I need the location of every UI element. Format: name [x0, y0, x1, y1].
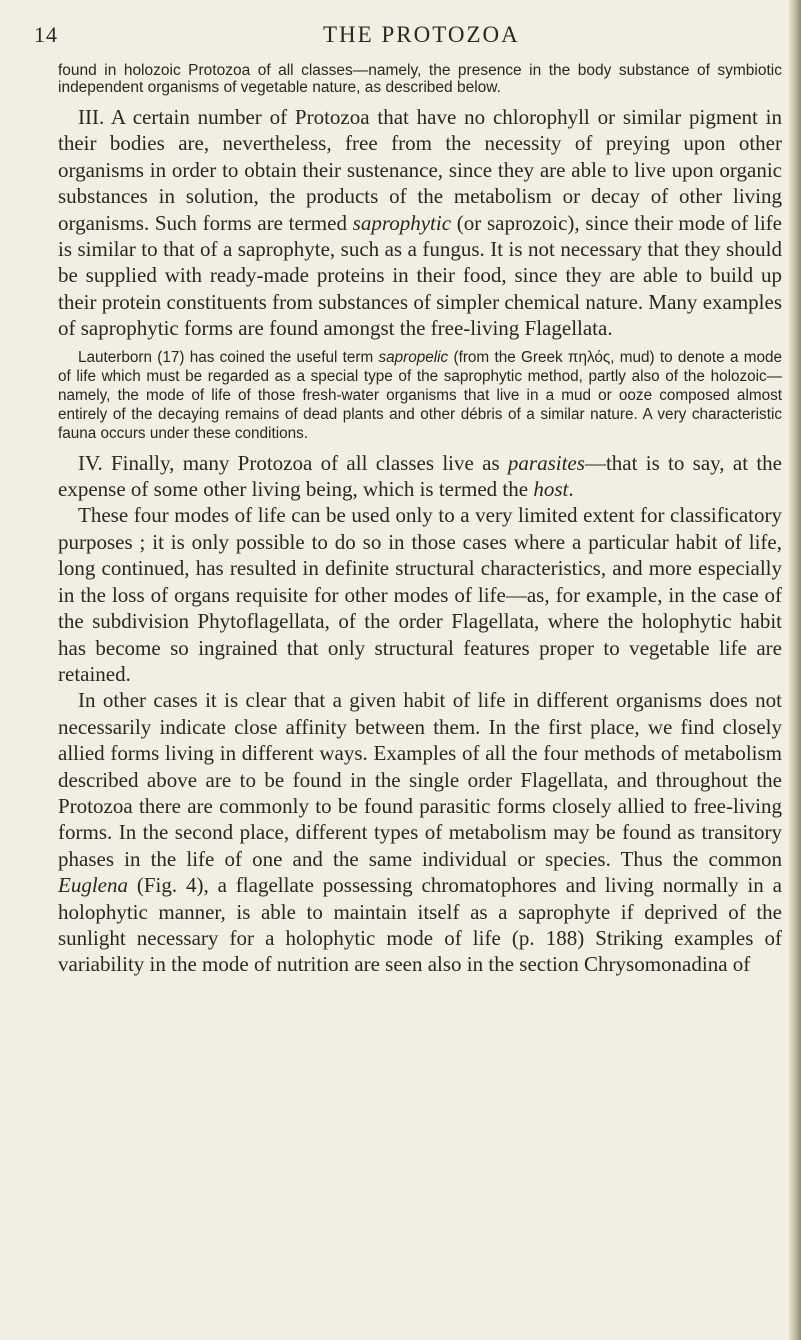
page-header [34, 22, 782, 62]
term-sapropelic: sapropelic [378, 348, 449, 366]
note-sapropelic: Lauterborn (17) has coined the useful term sapropelic (from the Greek πηλός, mud) to denote a mode of life which must be regarded as a special type of the saprophytic method, partly also of the holozoic—namely, the mode of life of those fresh-water organisms that live in a mud or ooze composed almost entirely of the decaying remains of dead plants and other débris of a similar nature. A very characteristic fauna occurs under these conditions. [58, 348, 782, 443]
page-edge [789, 0, 801, 1340]
paragraph-affinity: In other cases it is clear that a given habit of life in different organisms does not necessarily indicate close affinity between them. In the first place, we find closely allied forms living in different ways. Examples of all the four methods of metabolism described above are to be found in the single order Flagellata, and throughout the Protozoa there are commonly to be found parasitic forms closely allied to free-living forms. In the second place, different types of metabolism may be found as transitory phases in the life of one and the same individual or species. Thus the common Euglena (Fig. 4), a flagellate possessing chromatophores and living normally in a holophytic manner, is able to maintain itself as a saprophyte if deprived of the sunlight necessary for a holophytic mode of life (p. 188) Striking examples of variability in the mode of nutrition are seen also in the section Chrysomonadina of [58, 688, 782, 977]
paragraph-parasites: IV. Finally, many Protozoa of all classes live as parasites—that is to say, at the expense of some other living being, which is termed the host. [58, 450, 782, 502]
book-page [34, 22, 782, 978]
page-number: 14 [34, 22, 58, 47]
term-euglena: Euglena [58, 873, 128, 898]
paragraph-classification: These four modes of life can be used only to a very limited extent for classificatory purposes ; it is only possible to do so in those cases where a particular habit of life, long continued, has resulted in definite structural characteristics, and more especially in the loss of organs requisite for other modes of life—as, for example, in the case of the subdivision Phytoflagellata, of the order Flagellata, where the holophytic habit has become so ingrained that only structural features proper to vegetable life are retained. [58, 503, 782, 686]
paragraph-saprophytic: III. A certain number of Protozoa that have no chlorophyll or similar pigment in their bodies are, nevertheless, free from the necessity of preying upon other organisms in order to obtain their sustenance, since they are able to live upon organic substances in solution, the products of the metabolism or decay of other living organisms. Such forms are termed saprophytic (or saprozoic), since their mode of life is similar to that of a saprophyte, such as a fungus. It is not necessary that they should be supplied with ready-made proteins in their food, since they are able to build up their protein constituents from substances of simpler chemical nature. Many examples of saprophytic forms are found amongst the free-living Flagellata. [58, 105, 782, 341]
term-host: host [533, 477, 569, 502]
term-parasites: parasites [507, 450, 585, 475]
continuation-paragraph: found in holozoic Protozoa of all classes—namely, the presence in the body substance of symbiotic independent organisms of vegetable nature, as described below. [58, 62, 782, 96]
term-saprophytic: saprophytic [352, 210, 452, 235]
running-title: THE PROTOZOA [323, 22, 520, 47]
